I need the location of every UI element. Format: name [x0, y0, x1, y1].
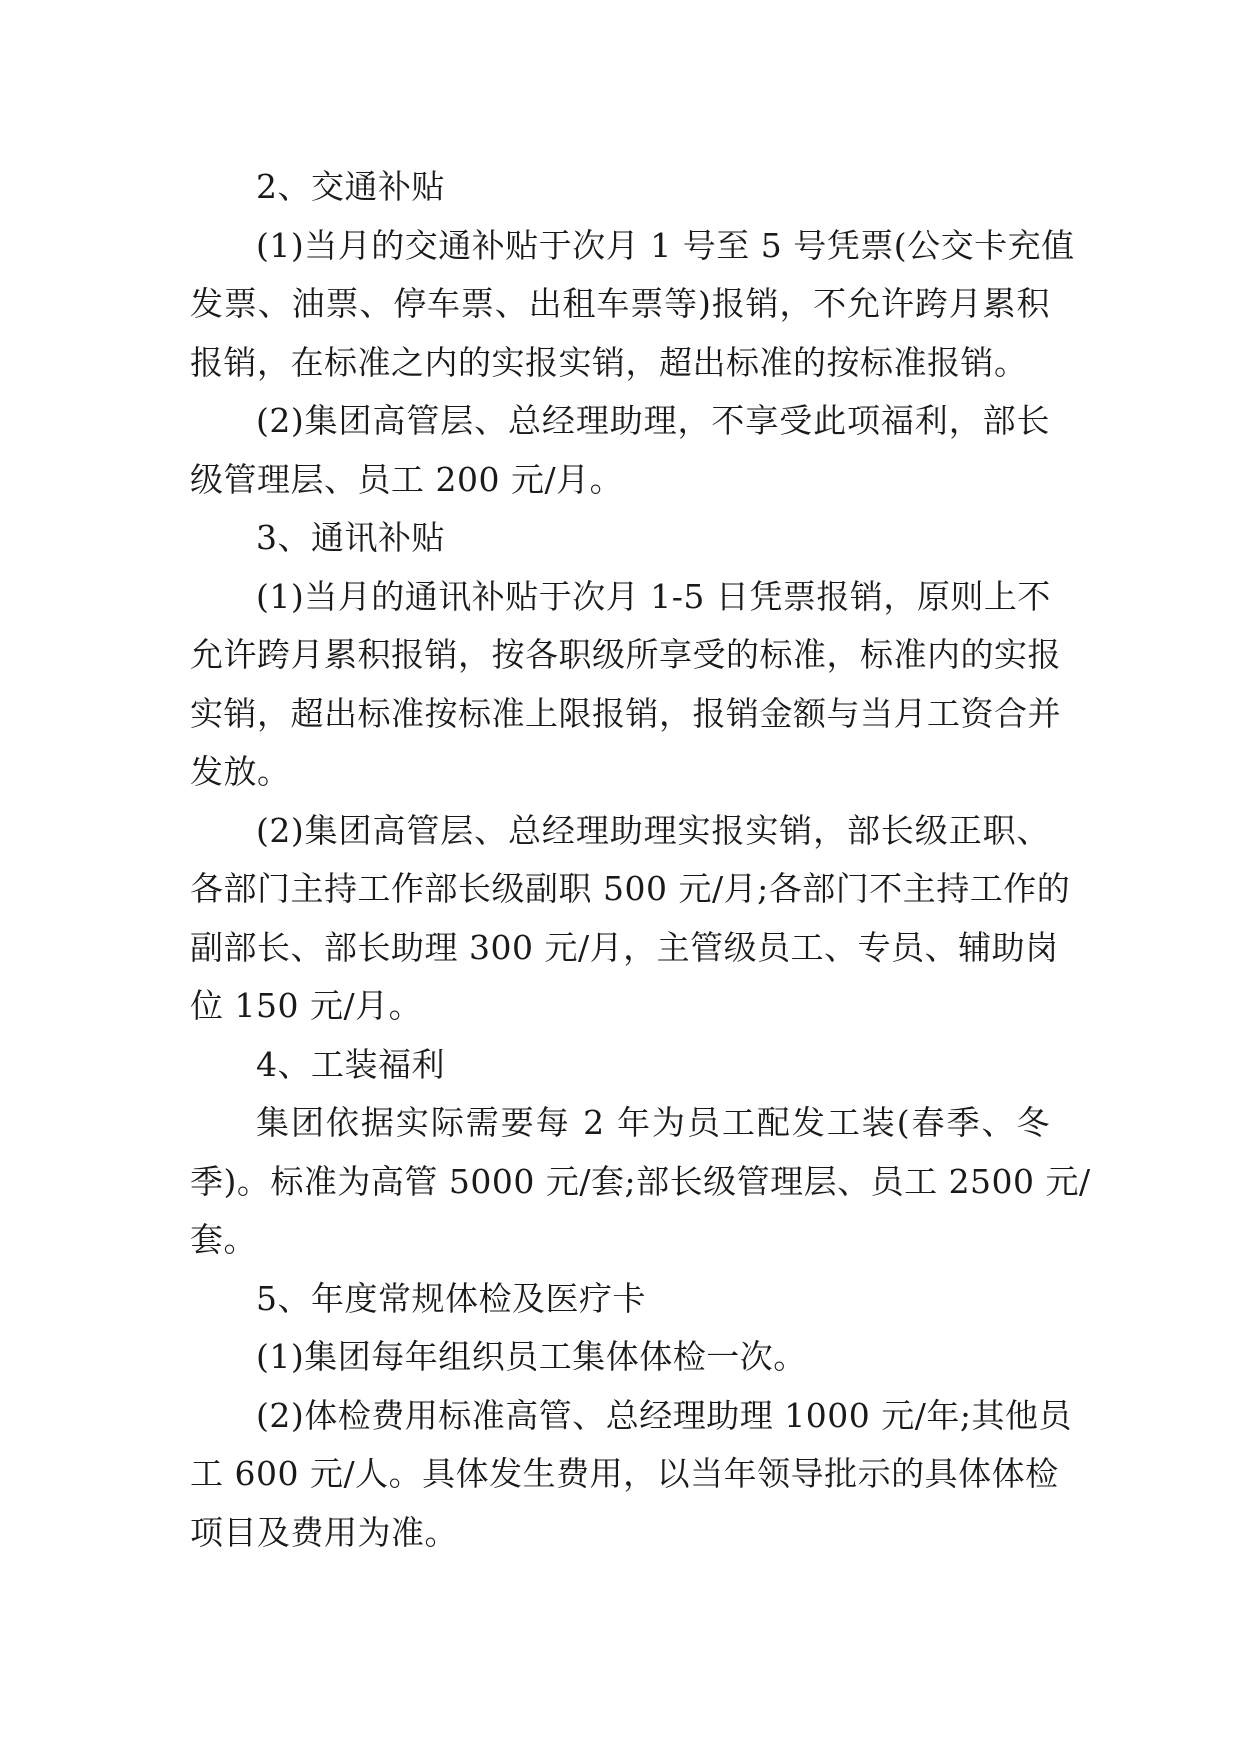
text-line: 允许跨月累积报销，按各职级所享受的标准，标准内的实报 — [190, 635, 1061, 674]
text-line: 位 150 元/月。 — [190, 986, 423, 1025]
text-line: (2)体检费用标准高管、总经理助理 1000 元/年;其他员 — [256, 1395, 1072, 1435]
document-page — [190, 158, 1091, 1562]
paragraph-transport-2 — [190, 392, 1050, 509]
text-line: (2)集团高管层、总经理助理实报实销，部长级正职、 — [256, 810, 1050, 850]
text-line: 报销，在标准之内的实报实销，超出标准的按标准报销。 — [190, 342, 1028, 382]
paragraph-communication-2 — [190, 802, 1071, 1036]
text-line: (1)集团每年组织员工集体体检一次。 — [256, 1337, 807, 1376]
section-heading-uniform: 4、工装福利 — [256, 1044, 445, 1084]
text-line: 集团依据实际需要每 2 年为员工配发工装(春季、冬 — [256, 1103, 1050, 1142]
text-line: 副部长、部长助理 300 元/月，主管级员工、专员、辅助岗 — [190, 927, 1059, 967]
text-line: 实销，超出标准按标准上限报销，报销金额与当月工资合并 — [190, 693, 1061, 733]
paragraph-uniform — [190, 1094, 1091, 1270]
paragraph-medical-1 — [190, 1328, 1050, 1387]
text-line: 工 600 元/人。具体发生费用，以当年领导批示的具体体检 — [190, 1454, 1059, 1493]
section-heading-communication: 3、通讯补贴 — [256, 518, 445, 557]
text-line: (2)集团高管层、总经理助理，不享受此项福利，部长 — [256, 401, 1050, 440]
text-line: 套。 — [190, 1220, 257, 1259]
paragraph-transport-1 — [190, 217, 1075, 393]
text-line: (1)当月的通讯补贴于次月 1-5 日凭票报销，原则上不 — [256, 576, 1051, 616]
text-line: 各部门主持工作部长级副职 500 元/月;各部门不主持工作的 — [190, 869, 1071, 908]
text-line: 级管理层、员工 200 元/月。 — [190, 459, 624, 499]
text-line: 发放。 — [190, 752, 291, 791]
text-line: 项目及费用为准。 — [190, 1512, 458, 1552]
section-heading-transport: 2、交通补贴 — [256, 167, 445, 206]
paragraph-medical-2 — [190, 1387, 1072, 1563]
text-line: 发票、油票、停车票、出租车票等)报销，不允许跨月累积 — [190, 284, 1050, 323]
paragraph-communication-1 — [190, 568, 1061, 802]
section-heading-medical: 5、年度常规体检及医疗卡 — [256, 1278, 646, 1318]
text-line: (1)当月的交通补贴于次月 1 号至 5 号凭票(公交卡充值 — [256, 225, 1075, 265]
text-line: 季)。标准为高管 5000 元/套;部长级管理层、员工 2500 元/ — [190, 1161, 1091, 1201]
